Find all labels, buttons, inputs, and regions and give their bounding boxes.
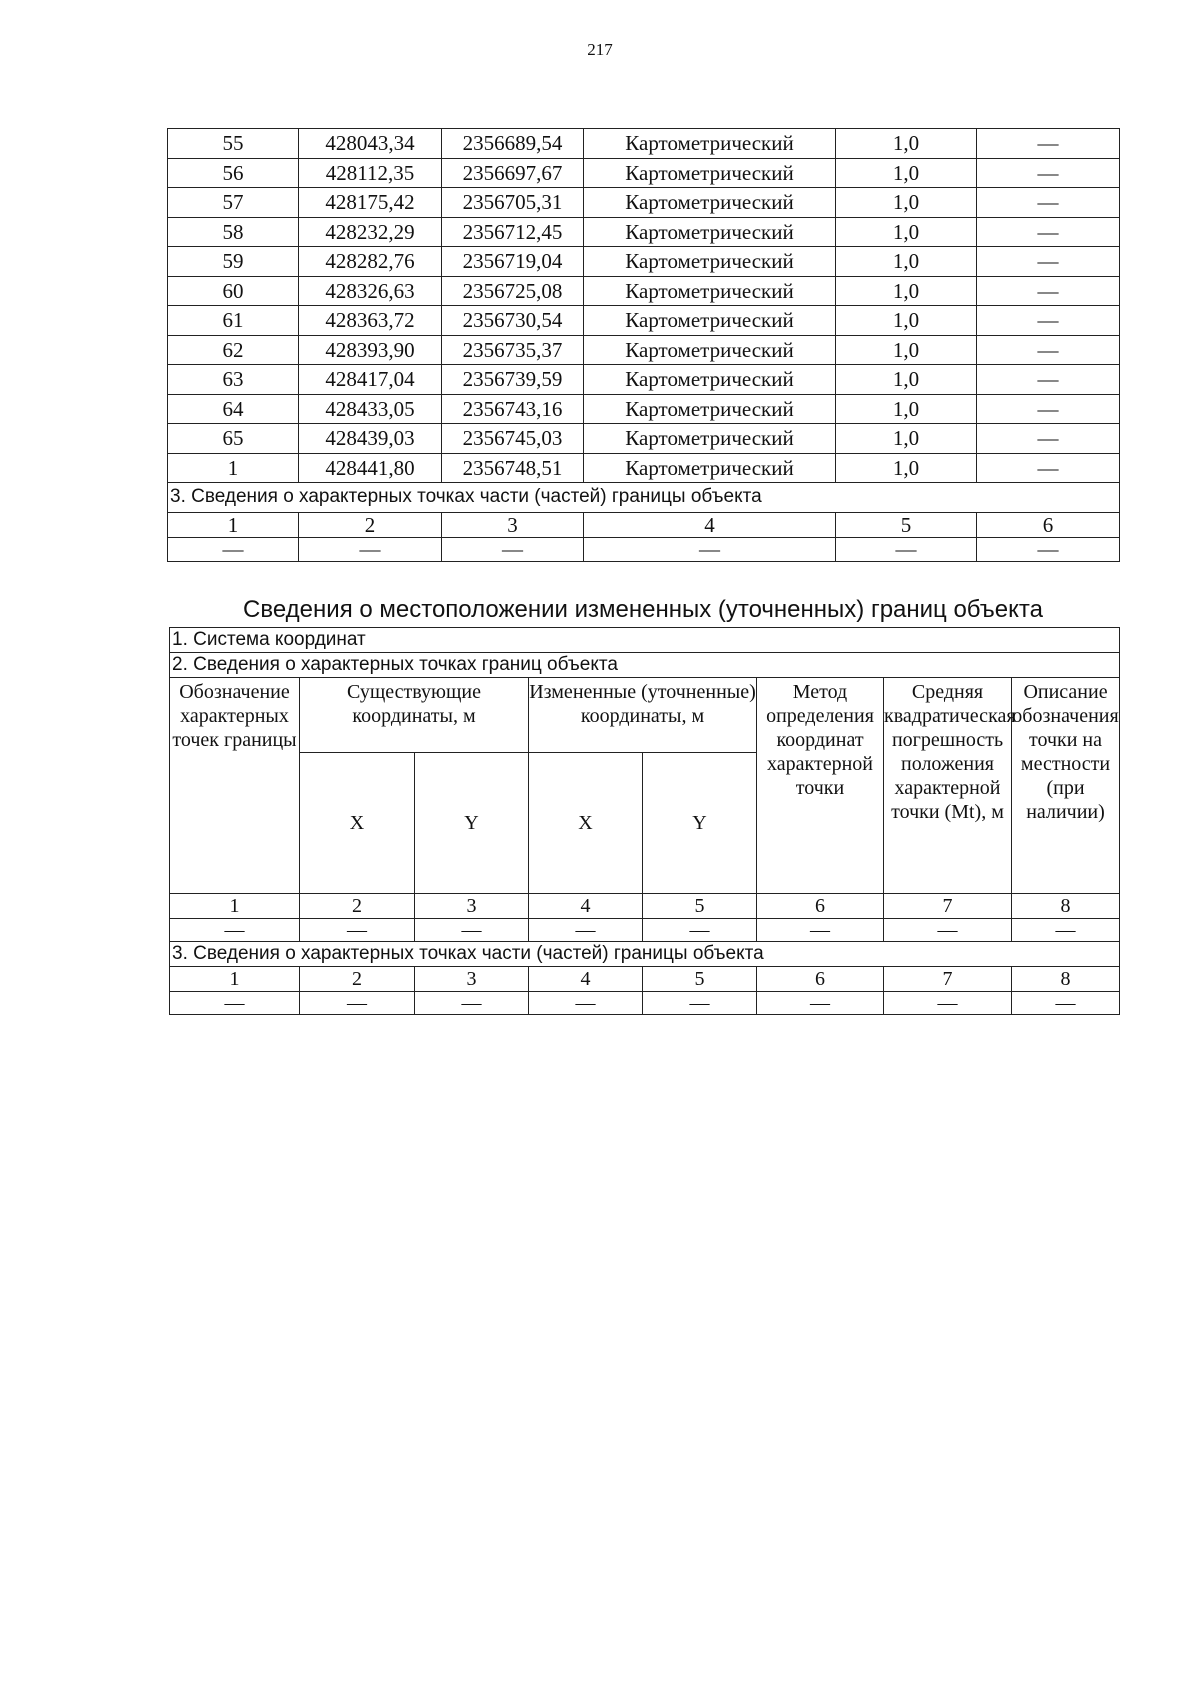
col-number: 7	[884, 894, 1012, 919]
table-cell: 2356697,67	[442, 158, 584, 188]
empty-value: —	[300, 919, 415, 942]
table-cell: 1,0	[836, 335, 977, 365]
empty-value: —	[170, 992, 300, 1015]
table-cell: Картометрический	[584, 335, 836, 365]
table-cell: 56	[168, 158, 299, 188]
table-cell: 1	[168, 453, 299, 483]
table-row	[168, 276, 1120, 306]
table-row	[168, 217, 1120, 247]
table-cell: Картометрический	[584, 129, 836, 159]
col-number: 1	[170, 967, 300, 992]
table-cell: Картометрический	[584, 424, 836, 454]
table-cell: 428112,35	[299, 158, 442, 188]
table-cell: 2356735,37	[442, 335, 584, 365]
table-cell: —	[977, 247, 1120, 277]
table-row	[168, 453, 1120, 483]
table-cell: 428393,90	[299, 335, 442, 365]
col-number: 5	[643, 967, 757, 992]
table-cell: 1,0	[836, 453, 977, 483]
col-number: 6	[977, 512, 1120, 537]
table-row	[168, 188, 1120, 218]
header-description: Описание обозначения точки на местности (при наличии)	[1012, 678, 1120, 894]
table-cell: Картометрический	[584, 453, 836, 483]
table-cell: 60	[168, 276, 299, 306]
table-cell: Картометрический	[584, 394, 836, 424]
empty-value: —	[1012, 992, 1120, 1015]
col-number: 7	[884, 967, 1012, 992]
header-method: Метод определения координат характерной точки	[757, 678, 884, 894]
table-row	[168, 424, 1120, 454]
table-cell: 1,0	[836, 158, 977, 188]
col-number: 2	[299, 512, 442, 537]
table-cell: 428441,80	[299, 453, 442, 483]
col-number: 3	[415, 894, 529, 919]
table-row	[168, 365, 1120, 395]
empty-value: —	[884, 992, 1012, 1015]
table-cell: 58	[168, 217, 299, 247]
empty-value: —	[757, 919, 884, 942]
table-cell: Картометрический	[584, 217, 836, 247]
table-cell: 1,0	[836, 129, 977, 159]
subheader-x: X	[300, 753, 415, 894]
empty-value: —	[643, 919, 757, 942]
table-cell: 2356730,54	[442, 306, 584, 336]
col-number: 8	[1012, 894, 1120, 919]
table-cell: —	[977, 424, 1120, 454]
table-row	[168, 335, 1120, 365]
points-section-title: 2. Сведения о характерных точках границ объекта	[170, 653, 1120, 678]
table-cell: —	[977, 188, 1120, 218]
table-cell: 428433,05	[299, 394, 442, 424]
empty-value: —	[442, 537, 584, 561]
col-number: 4	[529, 894, 643, 919]
section-heading: Сведения о местоположении измененных (уточненных) границ объекта	[243, 596, 1043, 623]
table-cell: 428417,04	[299, 365, 442, 395]
header-existing-coordinates: Существующие координаты, м	[300, 678, 529, 753]
coordinate-system-row: 1. Система координат	[170, 628, 1120, 653]
header-accuracy: Средняя квадратическая погрешность положения характерной точки (Mt), м	[884, 678, 1012, 894]
col-number: 5	[643, 894, 757, 919]
subheader-y: Y	[643, 753, 757, 894]
changed-boundaries-table	[169, 627, 1120, 1015]
table-cell: 428363,72	[299, 306, 442, 336]
table-cell: 1,0	[836, 424, 977, 454]
empty-value: —	[584, 537, 836, 561]
col-number: 1	[168, 512, 299, 537]
table-cell: 2356725,08	[442, 276, 584, 306]
table-cell: —	[977, 365, 1120, 395]
table-cell: Картометрический	[584, 158, 836, 188]
empty-value: —	[836, 537, 977, 561]
table-row	[168, 306, 1120, 336]
table-cell: 64	[168, 394, 299, 424]
empty-value: —	[529, 992, 643, 1015]
subheader-x: X	[529, 753, 643, 894]
table-cell: 1,0	[836, 306, 977, 336]
col-number: 2	[300, 894, 415, 919]
empty-value: —	[168, 537, 299, 561]
table-cell: 61	[168, 306, 299, 336]
table-cell: 1,0	[836, 217, 977, 247]
empty-value: —	[884, 919, 1012, 942]
col-number: 3	[442, 512, 584, 537]
table-cell: 1,0	[836, 276, 977, 306]
table-cell: 1,0	[836, 188, 977, 218]
empty-value: —	[643, 992, 757, 1015]
empty-value: —	[529, 919, 643, 942]
table-cell: 1,0	[836, 394, 977, 424]
table-cell: 2356719,04	[442, 247, 584, 277]
table-cell: 1,0	[836, 247, 977, 277]
table-cell: Картометрический	[584, 247, 836, 277]
col-number: 6	[757, 894, 884, 919]
table-row	[168, 129, 1120, 159]
table-cell: —	[977, 335, 1120, 365]
table-cell: —	[977, 158, 1120, 188]
table-cell: —	[977, 276, 1120, 306]
empty-value: —	[299, 537, 442, 561]
empty-value: —	[977, 537, 1120, 561]
col-number: 8	[1012, 967, 1120, 992]
header-point-designation: Обозначение характерных точек границы	[170, 678, 300, 894]
table-cell: 2356748,51	[442, 453, 584, 483]
table-cell: —	[977, 453, 1120, 483]
table-cell: Картометрический	[584, 306, 836, 336]
col-number: 4	[529, 967, 643, 992]
empty-value: —	[300, 992, 415, 1015]
col-number: 3	[415, 967, 529, 992]
col-number: 2	[300, 967, 415, 992]
table-cell: 2356705,31	[442, 188, 584, 218]
col-number: 6	[757, 967, 884, 992]
table-cell: 2356689,54	[442, 129, 584, 159]
col-number: 4	[584, 512, 836, 537]
table-cell: 2356739,59	[442, 365, 584, 395]
table-cell: 428439,03	[299, 424, 442, 454]
table-cell: Картометрический	[584, 276, 836, 306]
table-row	[168, 394, 1120, 424]
empty-value: —	[1012, 919, 1120, 942]
table-cell: 2356745,03	[442, 424, 584, 454]
table-cell: 62	[168, 335, 299, 365]
table-cell: —	[977, 129, 1120, 159]
empty-value: —	[757, 992, 884, 1015]
empty-value: —	[415, 992, 529, 1015]
section3-title: 3. Сведения о характерных точках части (частей) границы объекта	[168, 483, 1120, 513]
parts-section-title: 3. Сведения о характерных точках части (частей) границы объекта	[170, 942, 1120, 967]
table-cell: —	[977, 306, 1120, 336]
table-cell: Картометрический	[584, 188, 836, 218]
table-cell: 1,0	[836, 365, 977, 395]
table-cell: 428282,76	[299, 247, 442, 277]
col-number: 1	[170, 894, 300, 919]
table-cell: 59	[168, 247, 299, 277]
empty-value: —	[415, 919, 529, 942]
table-cell: 57	[168, 188, 299, 218]
table-row	[168, 158, 1120, 188]
table-row	[168, 247, 1120, 277]
table-cell: 428326,63	[299, 276, 442, 306]
col-number: 5	[836, 512, 977, 537]
table-cell: 2356743,16	[442, 394, 584, 424]
table-cell: —	[977, 217, 1120, 247]
empty-value: —	[170, 919, 300, 942]
table-cell: 2356712,45	[442, 217, 584, 247]
table-cell: Картометрический	[584, 365, 836, 395]
table-cell: 428232,29	[299, 217, 442, 247]
subheader-y: Y	[415, 753, 529, 894]
table-cell: 55	[168, 129, 299, 159]
table-cell: 428175,42	[299, 188, 442, 218]
header-changed-coordinates: Измененные (уточненные) координаты, м	[529, 678, 757, 753]
boundary-points-table	[167, 128, 1120, 562]
page-number: 217	[587, 40, 613, 59]
table-cell: 65	[168, 424, 299, 454]
table-cell: 428043,34	[299, 129, 442, 159]
table-cell: 63	[168, 365, 299, 395]
table-cell: —	[977, 394, 1120, 424]
